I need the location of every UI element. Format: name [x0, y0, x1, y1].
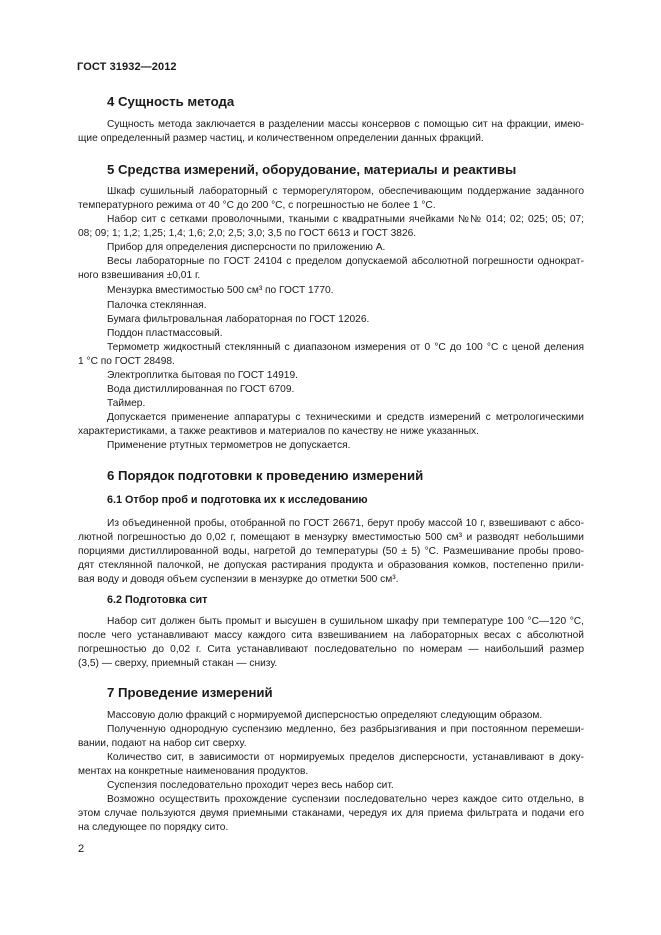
section-6-heading: 6 Порядок подготовки к проведению измерений — [107, 468, 424, 483]
text-line: ментах на конкретные наименования продуктов. — [78, 766, 309, 777]
text-line: Термометр жидкостный стеклянный с диапазоном измерения от 0 °С до 100 °С с ценой деления — [107, 342, 584, 353]
text-line: Шкаф сушильный лабораторный с терморегулятором, обеспечивающим поддержание заданного — [107, 186, 584, 197]
subsection-6-1-heading: 6.1 Отбор проб и подготовка их к исследованию — [107, 494, 368, 506]
text-line: Вода дистиллированная по ГОСТ 6709. — [107, 384, 295, 395]
text-line: на следующее по порядку сито. — [78, 822, 229, 833]
text-line: Сущность метода заключается в разделении массы консервов с помощью сит на фракции, имею- — [107, 119, 584, 130]
text-line: 1 °С по ГОСТ 28498. — [78, 356, 175, 367]
text-line: Допускается применение аппаратуры с техническими и средств измерений с метрологическими — [107, 412, 584, 423]
text-line: вании, подают на набор сит сверху. — [78, 738, 247, 749]
section-7-heading: 7 Проведение измерений — [107, 685, 273, 700]
text-line: после чего устанавливают массу каждого сита взвешиванием на лабораторных весах с абсолютной — [78, 630, 584, 641]
section-4-heading: 4 Сущность метода — [107, 94, 235, 109]
text-line: Прибор для определения дисперсности по приложению А. — [107, 242, 386, 253]
text-line: Таймер. — [107, 398, 146, 409]
text-line: Полученную однородную суспензию медленно, без разбрызгивания и при постоянном перемеши- — [107, 724, 584, 735]
text-line: лютной погрешностью до 0,02 г, помещают в мензурку вместимостью 500 см³ и разводят небольшими — [78, 532, 584, 543]
text-line: Массовую долю фракций с нормируемой дисперсностью определяют следующим образом. — [107, 710, 543, 721]
page-number: 2 — [78, 843, 85, 855]
text-line: щие определенный размер частиц, и количественном определении данных фракций. — [78, 133, 484, 144]
text-line: Поддон пластмассовый. — [107, 328, 223, 339]
text-line: погрешностью до 0,02 г. Сита устанавливают последовательно по номерам — наибольший размер — [78, 644, 584, 655]
text-line: Из объединенной пробы, отобранной по ГОСТ 26671, берут пробу массой 10 г, взвешивают с абсо- — [107, 518, 584, 529]
text-line: Мензурка вместимостью 500 см³ по ГОСТ 1770. — [107, 285, 334, 296]
text-line: Применение ртутных термометров не допускается. — [107, 440, 351, 451]
text-line: этом случае пользуются двумя приемными стаканами, чередуя их для приема фильтрата и подачи его — [78, 808, 584, 819]
text-line: 08; 09; 1; 1,2; 1,25; 1,4; 1,6; 2,0; 2,5; 3,0; 3,5 по ГОСТ 6613 и ГОСТ 3826. — [78, 228, 417, 239]
section-5-heading: 5 Средства измерений, оборудование, материалы и реактивы — [107, 162, 517, 177]
text-line: температурного режима от 40 °С до 200 °С, с погрешностью не более 1 °С. — [78, 200, 436, 211]
text-line: порциями дистиллированной воды, нагретой до температуры (50 ± 5) °С. Размешивание пробы прово- — [78, 546, 584, 557]
text-line: Суспензия последовательно проходит через весь набор сит. — [107, 780, 394, 791]
text-line: дят стеклянной палочкой, не допуская растирания продукта и образования комков, постепенно прили- — [78, 560, 584, 571]
standard-header: ГОСТ 31932—2012 — [77, 61, 177, 73]
text-line: (3,5) — сверху, приемный стакан — снизу. — [78, 658, 278, 669]
text-line: ного взвешивания ±0,01 г. — [78, 270, 201, 281]
text-line: Палочка стеклянная. — [107, 300, 207, 311]
text-line: Электроплитка бытовая по ГОСТ 14919. — [107, 370, 298, 381]
text-line: Возможно осуществить прохождение суспензии последовательно через каждое сито отдельно, в — [107, 794, 584, 805]
text-line: Бумага фильтровальная лабораторная по ГОСТ 12026. — [107, 314, 370, 325]
text-line: Весы лабораторные по ГОСТ 24104 с пределом допускаемой абсолютной погрешности однократ- — [107, 256, 584, 267]
subsection-6-2-heading: 6.2 Подготовка сит — [107, 594, 208, 606]
text-line: Количество сит, в зависимости от нормируемых пределов дисперсности, устанавливают в доку- — [107, 752, 584, 763]
text-line: Набор сит должен быть промыт и высушен в сушильном шкафу при температуре 100 °С—120 °С, — [107, 616, 584, 627]
text-line: вая воду и доводя объем суспензии в мензурке до отметки 500 см³. — [78, 574, 399, 585]
text-line: Набор сит с сетками проволочными, ткаными с квадратными ячейками №№ 014; 02; 025; 05; 07; — [107, 214, 584, 225]
text-line: характеристиками, а также реактивов и материалов по качеству не ниже указанных. — [78, 426, 479, 437]
